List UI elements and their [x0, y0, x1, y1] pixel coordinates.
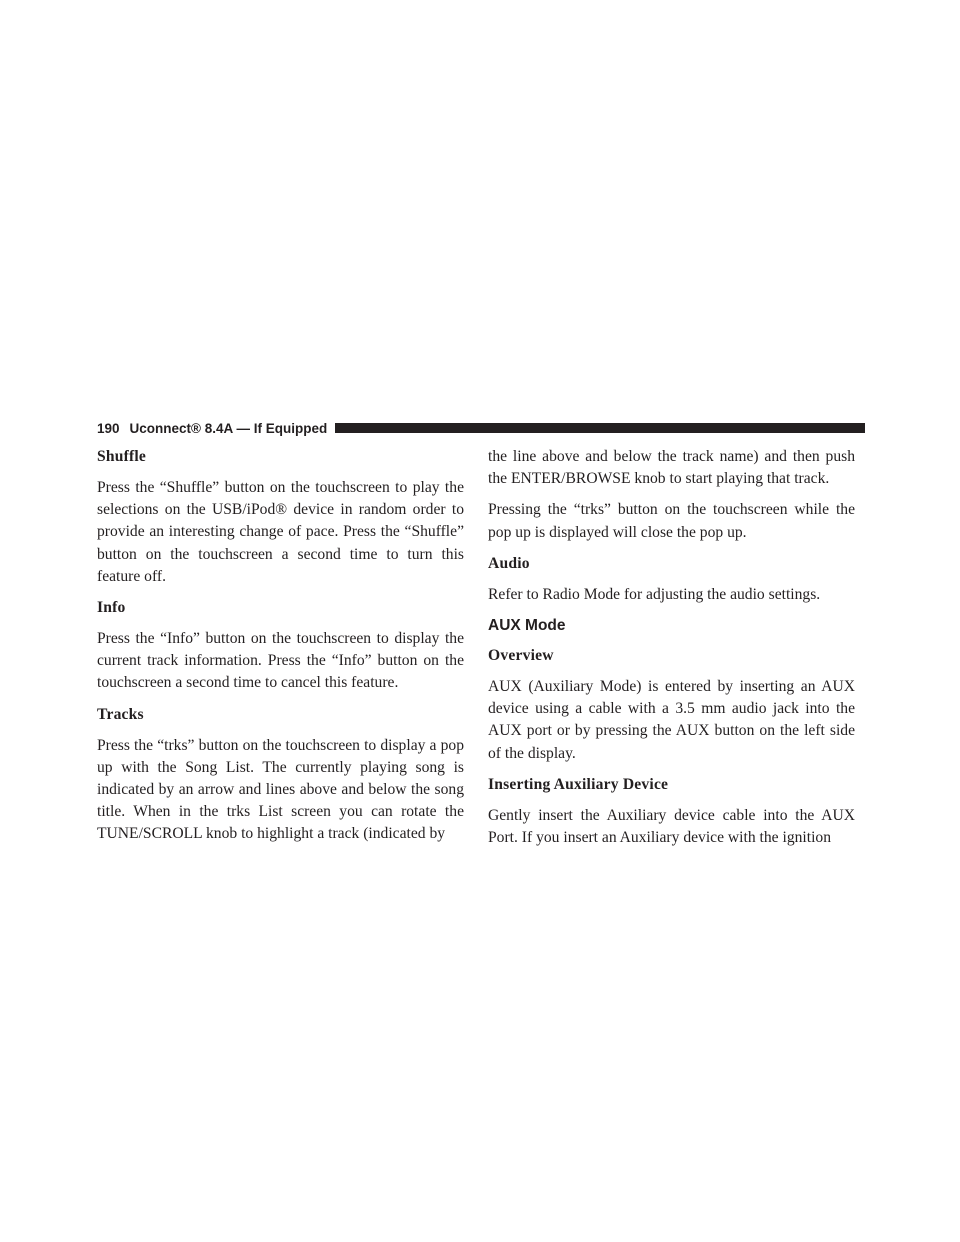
- right-column: [488, 446, 855, 858]
- info-paragraph: Press the “Info” button on the touchscreen to display the current track information. Press the “Info” button on the touchscreen a second time to cancel this feature.: [97, 630, 464, 692]
- inserting-device-heading: Inserting Auxiliary Device: [488, 775, 669, 793]
- page-header: [97, 418, 865, 438]
- info-heading: Info: [97, 599, 126, 617]
- tracks-paragraph: Press the “trks” button on the touchscreen to display a pop up with the Song List. The currently playing song is indicated by an arrow and lines above and below the song title. When in the trks List screen you can rotate the TUNE/SCROLL knob to highlight a track (indicated by: [97, 736, 464, 843]
- inserting-device-paragraph: Gently insert the Auxiliary device cable into the AUX Port. If you insert an Auxiliary device with the ignition: [488, 806, 855, 847]
- tracks-continued-paragraph: the line above and below the track name) and then push the ENTER/BROWSE knob to start playing that track.: [488, 448, 855, 488]
- page-number: 190: [97, 420, 120, 436]
- left-column: [97, 446, 464, 855]
- aux-mode-heading: AUX Mode: [488, 617, 566, 635]
- overview-paragraph: AUX (Auxiliary Mode) is entered by inserting an AUX device using a cable with a 3.5 mm audio jack into the AUX port or by pressing the AUX button on the left side of the display.: [488, 678, 855, 762]
- tracks-heading: Tracks: [97, 705, 144, 723]
- section-title: Uconnect® 8.4A — If Equipped: [129, 420, 328, 436]
- overview-heading: Overview: [488, 647, 554, 665]
- audio-heading: Audio: [488, 554, 530, 572]
- audio-paragraph: Refer to Radio Mode for adjusting the audio settings.: [488, 585, 821, 603]
- trks-close-paragraph: Pressing the “trks” button on the touchscreen while the pop up is displayed will close the pop up.: [488, 501, 855, 541]
- header-rule: [335, 423, 865, 433]
- shuffle-heading: Shuffle: [97, 448, 147, 465]
- shuffle-paragraph: Press the “Shuffle” button on the touchscreen to play the selections on the USB/iPod® device in random order to provide an interesting change of pace. Press the “Shuffle” button on the touchscreen a second time to turn this feature off.: [97, 479, 464, 585]
